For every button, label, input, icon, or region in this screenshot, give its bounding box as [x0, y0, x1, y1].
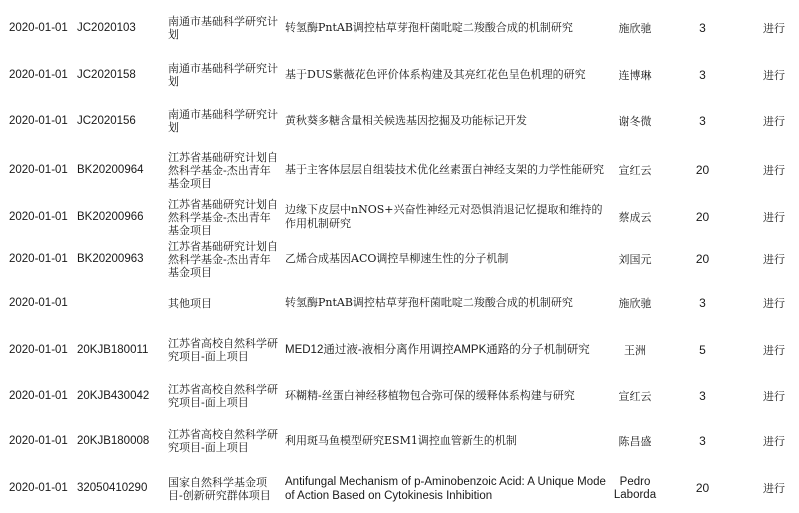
- status-cell: 进行: [763, 252, 785, 266]
- status-cell: 进行: [763, 434, 785, 448]
- table-row: [0, 280, 799, 326]
- table-row: [0, 418, 799, 464]
- amount-cell: 3: [699, 113, 706, 128]
- date-cell: 2020-01-01: [9, 21, 68, 34]
- status-cell: 进行: [763, 21, 785, 35]
- project-code-cell: 20KJB180008: [77, 434, 150, 447]
- principal-investigator-cell: 施欣驰: [618, 21, 652, 35]
- principal-investigator-cell: 陈昌盛: [618, 434, 652, 448]
- date-cell: 2020-01-01: [9, 252, 68, 265]
- amount-cell: 20: [695, 209, 710, 224]
- project-code-cell: JC2020156: [77, 114, 136, 127]
- project-title-cell: 利用斑马鱼模型研究ESM1调控血管新生的机制: [285, 434, 517, 447]
- amount-cell: 3: [699, 20, 706, 35]
- project-title-cell: 环糊精-丝蛋白神经移植物包合弥可保的缓释体系构建与研究: [285, 389, 575, 402]
- project-type-cell: 国家自然科学基金项目-创新研究群体项目: [168, 475, 271, 502]
- amount-cell: 3: [699, 67, 706, 82]
- project-type-cell: 江苏省高校自然科学研究项目-面上项目: [168, 337, 278, 363]
- table-row: [0, 98, 799, 144]
- status-cell: 进行: [763, 114, 785, 128]
- table-row: [0, 374, 799, 418]
- project-type-cell: 江苏省高校自然科学研究项目-面上项目: [168, 383, 278, 409]
- principal-investigator-cell: 宣红云: [618, 163, 652, 177]
- table-row: [0, 144, 799, 196]
- project-title-cell: 基于主客体层层自组装技术优化丝素蛋白神经支架的力学性能研究: [285, 163, 604, 176]
- principal-investigator-cell: 施欣驰: [618, 296, 652, 310]
- table-row: [0, 464, 799, 513]
- project-code-cell: BK20200964: [77, 163, 144, 176]
- status-cell: 进行: [763, 482, 785, 495]
- date-cell: 2020-01-01: [9, 210, 68, 223]
- project-type-cell: 江苏省基础研究计划自然科学基金-杰出青年基金项目: [168, 239, 278, 279]
- project-code-cell: 32050410290: [77, 482, 148, 494]
- project-title-cell: 边缘下皮层中nNOS+兴奋性神经元对恐惧消退记忆提取和维持的作用机制研究: [285, 203, 603, 230]
- project-type-cell: 江苏省基础研究计划自然科学基金-杰出青年基金项目: [168, 150, 278, 190]
- project-type-cell: 江苏省高校自然科学研究项目-面上项目: [168, 428, 278, 454]
- project-type-cell: 南通市基础科学研究计划: [168, 15, 278, 41]
- project-code-cell: 20KJB430042: [77, 389, 150, 402]
- amount-cell: 20: [695, 162, 710, 177]
- project-type-cell: 江苏省基础研究计划自然科学基金-杰出青年基金项目: [168, 197, 278, 237]
- date-cell: 2020-01-01: [9, 434, 68, 447]
- project-type-cell: 南通市基础科学研究计划: [168, 108, 278, 134]
- principal-investigator-cell: 蔡成云: [618, 210, 652, 224]
- amount-cell: 20: [695, 251, 710, 266]
- table-row: [0, 238, 799, 280]
- status-cell: 进行: [763, 296, 785, 310]
- amount-cell: 3: [699, 433, 706, 448]
- principal-investigator-cell: 刘国元: [618, 252, 652, 266]
- project-code-cell: JC2020158: [77, 68, 136, 81]
- principal-investigator-cell: 王洲: [624, 343, 646, 357]
- principal-investigator-cell: Pedro Laborda: [613, 475, 657, 501]
- project-title-cell: MED12通过液-液相分离作用调控AMPK通路的分子机制研究: [285, 344, 590, 356]
- amount-cell: 5: [699, 342, 706, 357]
- project-type-cell: 其他项目: [168, 296, 212, 310]
- project-title-cell: 乙烯合成基因ACO调控旱柳速生性的分子机制: [285, 252, 509, 265]
- status-cell: 进行: [763, 389, 785, 403]
- project-code-cell: BK20200963: [77, 252, 144, 265]
- project-code-cell: [77, 280, 165, 326]
- principal-investigator-cell: 谢冬微: [618, 114, 652, 128]
- principal-investigator-cell: 宣红云: [618, 389, 652, 403]
- date-cell: 2020-01-01: [9, 343, 68, 356]
- project-code-cell: BK20200966: [77, 210, 144, 223]
- table-row: [0, 52, 799, 98]
- status-cell: 进行: [763, 210, 785, 224]
- amount-cell: 3: [699, 295, 706, 310]
- table-row: [0, 4, 799, 52]
- project-code-cell: JC2020103: [77, 21, 136, 34]
- amount-cell: 20: [695, 481, 710, 495]
- status-cell: 进行: [763, 163, 785, 177]
- status-cell: 进行: [763, 68, 785, 82]
- date-cell: 2020-01-01: [9, 114, 68, 127]
- project-title-cell: 转氢酶PntAB调控枯草芽孢杆菌吡啶二羧酸合成的机制研究: [285, 296, 573, 309]
- date-cell: 2020-01-01: [9, 482, 68, 494]
- project-type-cell: 南通市基础科学研究计划: [168, 62, 278, 88]
- project-title-cell: Antifungal Mechanism of p-Aminobenzoic Acid: A Unique Mode of Action Based on Cytokinesis Inhibition: [285, 475, 606, 502]
- amount-cell: 3: [699, 388, 706, 403]
- project-title-cell: 转氢酶PntAB调控枯草芽孢杆菌吡啶二羧酸合成的机制研究: [285, 21, 573, 34]
- project-title-cell: 黄秋葵多糖含量相关候选基因挖掘及功能标记开发: [285, 114, 527, 127]
- date-cell: 2020-01-01: [9, 68, 68, 81]
- table-row: [0, 326, 799, 374]
- project-title-cell: 基于DUS紫薇花色评价体系构建及其亮红花色呈色机理的研究: [285, 68, 586, 81]
- date-cell: 2020-01-01: [9, 389, 68, 402]
- date-cell: 2020-01-01: [9, 163, 68, 176]
- status-cell: 进行: [763, 343, 785, 357]
- project-code-cell: 20KJB180011: [77, 343, 149, 356]
- date-cell: 2020-01-01: [9, 296, 68, 309]
- principal-investigator-cell: 连博琳: [618, 68, 652, 82]
- table-row: [0, 196, 799, 238]
